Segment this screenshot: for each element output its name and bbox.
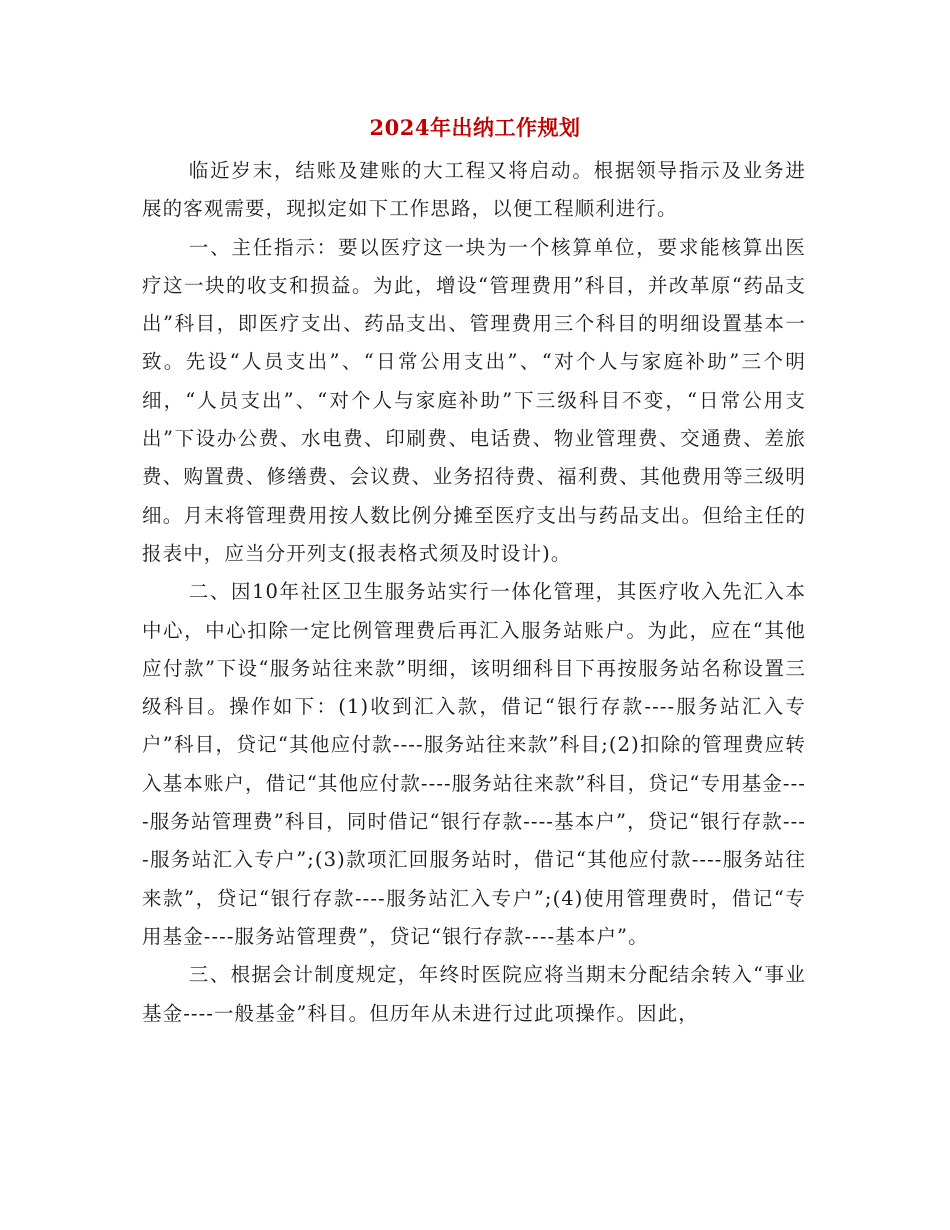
paragraph-section-3: 三、根据会计制度规定，年终时医院应将当期末分配结余转入“事业基金----一般基金”科目。但历年从未进行过此项操作。因此， (142, 963, 806, 1025)
document-body (142, 152, 806, 1033)
document-title: 2024年出纳工作规划 (369, 115, 581, 140)
paragraph-intro: 临近岁末，结账及建账的大工程又将启动。根据领导指示及业务进展的客观需要，现拟定如下工作思路，以便工程顺利进行。 (142, 159, 806, 221)
paragraph-section-2: 二、因10年社区卫生服务站实行一体化管理，其医疗收入先汇入本中心，中心扣除一定比例管理费后再汇入服务站账户。为此，应在“其他应付款”下设“服务站往来款”明细，该明细科目下再按服务站名称设置三级科目。操作如下：(1)收到汇入款，借记“银行存款----服务站汇入专户”科目，贷记“其他应付款----服务站往来款”科目;(2)扣除的管理费应转入基本账户，借记“其他应付款----服务站往来款”科目，贷记“专用基金----服务站管理费”科目，同时借记“银行存款----基本户”，贷记“银行存款----服务站汇入专户”;(3)款项汇回服务站时，借记“其他应付款----服务站往来款”，贷记“银行存款----服务站汇入专户”;(4)使用管理费时，借记“专用基金----服务站管理费”，贷记“银行存款----基本户”。 (142, 580, 806, 948)
paragraph-section-1: 一、主任指示：要以医疗这一块为一个核算单位，要求能核算出医疗这一块的收支和损益。为此，增设“管理费用”科目，并改革原“药品支出”科目，即医疗支出、药品支出、管理费用三个科目的明细设置基本一致。先设“人员支出”、“日常公用支出”、“对个人与家庭补助”三个明细，“人员支出”、“对个人与家庭补助”下三级科目不变，“日常公用支出”下设办公费、水电费、印刷费、电话费、物业管理费、交通费、差旅费、购置费、修缮费、会议费、业务招待费、福利费、其他费用等三级明细。月末将管理费用按人数比例分摊至医疗支出与药品支出。但给主任的报表中，应当分开列支(报表格式须及时设计)。 (142, 235, 806, 565)
